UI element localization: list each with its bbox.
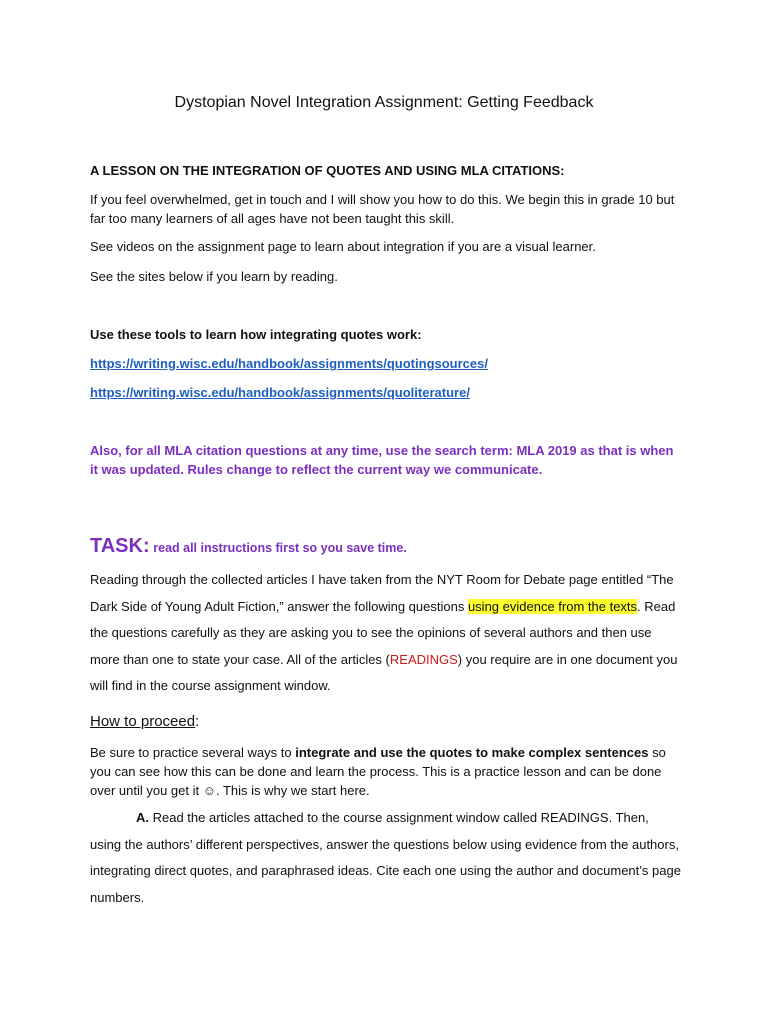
reading-paragraph xyxy=(90,567,682,700)
mla-note: Also, for all MLA citation questions at any time, use the search term: MLA 2019 as that is when it was updated. Rules change to reflect the current way we communicate. xyxy=(90,443,674,477)
practice-text-1: Be sure to practice several ways to xyxy=(90,745,296,760)
proceed-colon: : xyxy=(195,713,200,730)
link-quoting-literature[interactable]: https://writing.wisc.edu/handbook/assignments/quoliterature/ xyxy=(90,385,470,400)
document-title: Dystopian Novel Integration Assignment: Getting Feedback xyxy=(174,94,594,111)
task-line xyxy=(90,532,690,562)
intro-paragraph: If you feel overwhelmed, get in touch and I will show you how to do this. We begin this in grade 10 but far too many learners of all ages have not been taught this skill. xyxy=(90,192,675,226)
tools-heading: Use these tools to learn how integrating quotes work: xyxy=(90,327,422,342)
task-label: TASK: xyxy=(90,535,150,557)
readings-label: READINGS xyxy=(389,651,458,667)
item-a-paragraph xyxy=(90,805,682,911)
link-quoting-sources[interactable]: https://writing.wisc.edu/handbook/assignments/quotingsources/ xyxy=(90,356,488,371)
lesson-heading: A LESSON ON THE INTEGRATION OF QUOTES AND USING MLA CITATIONS: xyxy=(90,163,565,178)
reading-text-3: ) you require are in one document you will find in the course assignment window. xyxy=(90,651,678,693)
item-a-text: Read the articles attached to the course assignment window called READINGS. Then, using the authors’ different perspectives, answer the questions below using evidence from the authors, integrating direct quotes, and paraphrased ideas. Cite each one using the author and document’s page numbers. xyxy=(90,810,681,905)
highlighted-text: using evidence from the texts xyxy=(467,598,638,614)
item-a-label: A. xyxy=(136,810,149,825)
sites-line: See the sites below if you learn by reading. xyxy=(90,269,338,284)
videos-line: See videos on the assignment page to learn about integration if you are a visual learner. xyxy=(90,239,596,254)
practice-paragraph xyxy=(90,743,685,800)
task-note: read all instructions first so you save time. xyxy=(153,541,407,555)
reading-text-2: . Read the questions carefully as they are asking you to see the opinions of several authors and then use more than one to state your case. All of the articles ( xyxy=(90,598,676,667)
proceed-heading xyxy=(90,712,690,731)
reading-text-1: Reading through the collected articles I have taken from the NYT Room for Debate page entitled “The Dark Side of Young Adult Fiction,” answer the following questions xyxy=(90,572,674,614)
proceed-heading-text: How to proceed xyxy=(90,713,196,730)
practice-text-2: so you can see how this can be done and learn the process. This is a practice lesson and can be done over until you get it ☺. This is why we start here. xyxy=(90,745,666,798)
practice-bold: integrate and use the quotes to make complex sentences xyxy=(295,745,649,760)
